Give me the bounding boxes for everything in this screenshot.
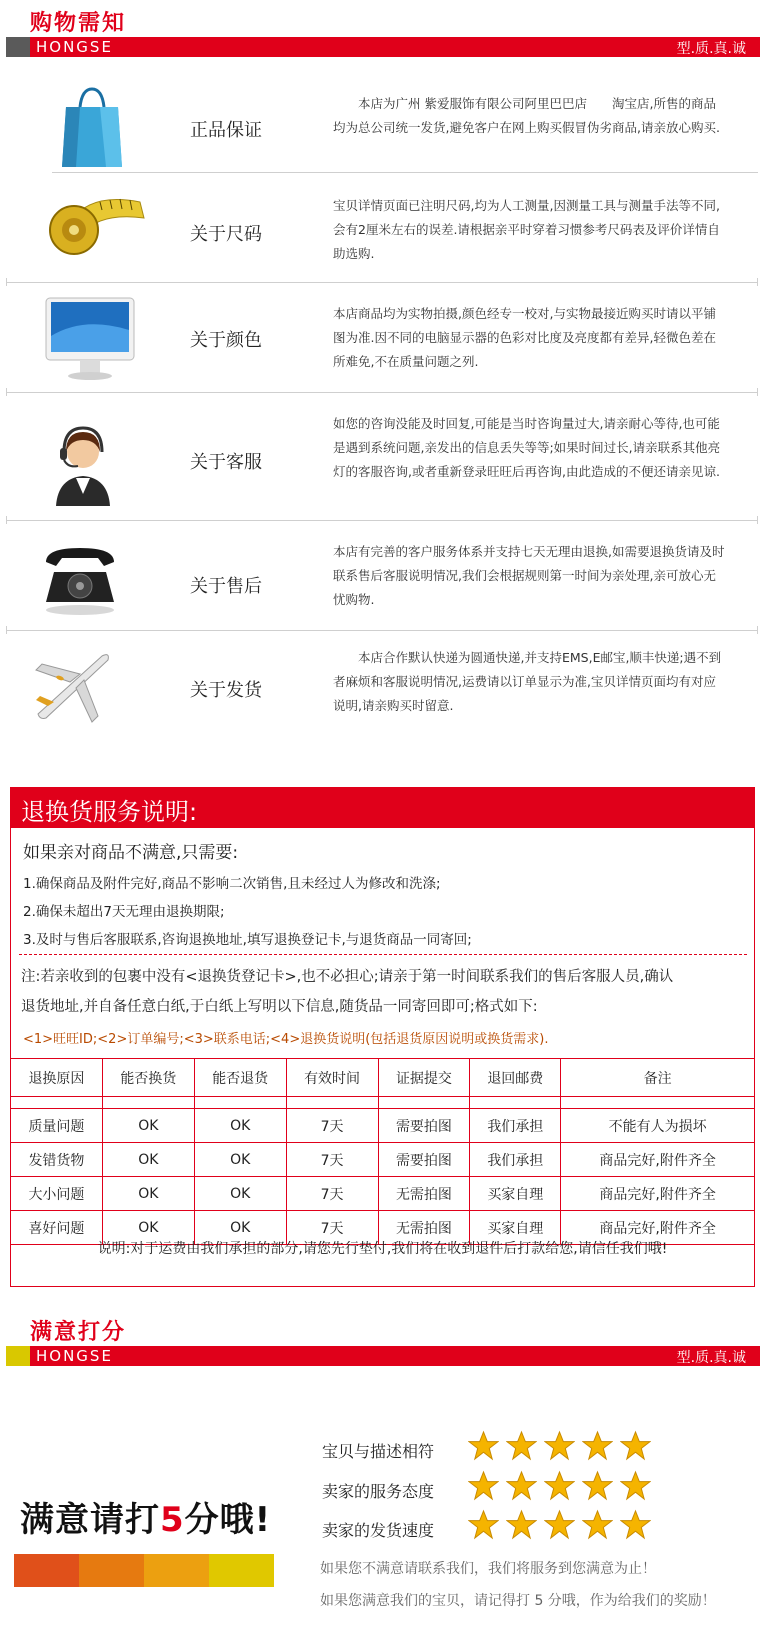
table-cell: OK xyxy=(194,1177,286,1211)
star-rating[interactable] xyxy=(468,1470,651,1501)
notice-item-title: 关于颜色 xyxy=(190,330,262,351)
color-strip xyxy=(209,1554,274,1587)
star-icon[interactable] xyxy=(506,1430,537,1461)
rating-big-title xyxy=(20,1492,271,1541)
table-cell: 发错货物 xyxy=(11,1143,103,1177)
table-cell: 需要拍图 xyxy=(378,1143,470,1177)
table-cell: OK xyxy=(194,1211,286,1245)
table-cell: 无需拍图 xyxy=(378,1177,470,1211)
table-cell: 需要拍图 xyxy=(378,1109,470,1143)
notice-title: 购物需知 xyxy=(30,11,127,36)
table-cell: 质量问题 xyxy=(11,1109,103,1143)
big-title-text: 分哦! xyxy=(184,1500,272,1540)
table-cell: 7天 xyxy=(286,1211,378,1245)
table-cell: 我们承担 xyxy=(470,1109,561,1143)
table-cell: 我们承担 xyxy=(470,1143,561,1177)
returns-intro: 如果亲对商品不满意,只需要: xyxy=(23,843,239,863)
star-icon[interactable] xyxy=(582,1470,613,1501)
airplane-icon xyxy=(30,648,114,724)
big-title-number: 5 xyxy=(160,1500,185,1540)
star-icon[interactable] xyxy=(582,1509,613,1540)
table-header-cell: 能否换货 xyxy=(102,1059,194,1097)
returns-table xyxy=(10,1058,755,1245)
star-icon[interactable] xyxy=(468,1470,499,1501)
notice-item-text: 本店有完善的客户服务体系并支持七天无理由退换,如需要退换货请及时联系售后客服说明情况,我们会根据规则第一时间为亲处理,亲可放心无忧购物. xyxy=(333,544,725,607)
star-icon[interactable] xyxy=(620,1430,651,1461)
returns-panel xyxy=(10,787,755,1287)
header-slogan: 型.质.真.诚 xyxy=(676,1350,746,1366)
star-icon[interactable] xyxy=(582,1430,613,1461)
notice-item-text: 宝贝详情页面已注明尺码,均为人工测量,因测量工具与测量手法等不同,会有2厘米左右的误差.请根据亲平时穿着习惯参考尺码表及评价详情自助选购. xyxy=(333,198,720,261)
table-cell: OK xyxy=(194,1143,286,1177)
table-cell: OK xyxy=(102,1177,194,1211)
rating-label: 卖家的发货速度 xyxy=(322,1521,435,1540)
star-icon[interactable] xyxy=(506,1509,537,1540)
divider xyxy=(6,392,758,393)
table-cell: 商品完好,附件齐全 xyxy=(561,1211,755,1245)
returns-note-line: 退货地址,并自备任意白纸,于白纸上写明以下信息,随货品一同寄回即可;格式如下: xyxy=(21,999,538,1015)
rating-title: 满意打分 xyxy=(30,1320,127,1345)
returns-note-line: 注:若亲收到的包裹中没有<退换货登记卡>,也不必担心;请亲于第一时间联系我们的售后客服人员,确认 xyxy=(21,969,674,985)
table-cell: OK xyxy=(194,1109,286,1143)
divider xyxy=(6,630,758,631)
dashed-divider xyxy=(19,954,747,955)
telephone-icon xyxy=(40,542,120,618)
table-cell: 商品完好,附件齐全 xyxy=(561,1143,755,1177)
star-icon[interactable] xyxy=(620,1470,651,1501)
rating-label: 宝贝与描述相符 xyxy=(322,1442,435,1461)
table-cell: 商品完好,附件齐全 xyxy=(561,1177,755,1211)
notice-item-title: 关于客服 xyxy=(190,452,262,473)
notice-item-text: 本店商品均为实物拍摄,颜色经专一校对,与实物最接近购买时请以平铺图为准.因不同的电脑显示器的色彩对比度及亮度都有差异,轻微色差在所难免,不在质量问题之列. xyxy=(333,306,716,369)
divider xyxy=(6,282,758,283)
star-rating[interactable] xyxy=(468,1509,651,1540)
table-row xyxy=(11,1177,755,1211)
notice-item-title: 关于售后 xyxy=(190,576,262,597)
star-icon[interactable] xyxy=(468,1509,499,1540)
table-cell: 无需拍图 xyxy=(378,1211,470,1245)
customer-service-icon xyxy=(52,422,114,506)
notice-item-text: 如您的咨询没能及时回复,可能是当时咨询量过大,请亲耐心等待,也可能是遇到系统问题,亲发出的信息丢失等等;如果时间过长,请亲联系其他亮灯的客服咨询,或者重新登录旺旺后再咨询,由此造成的不便还请亲见谅. xyxy=(333,416,721,479)
star-icon[interactable] xyxy=(544,1509,575,1540)
returns-title: 退换货服务说明: xyxy=(11,788,754,828)
divider xyxy=(52,172,758,173)
notice-item-text: 本店合作默认快递为圆通快递,并支持EMS,E邮宝,顺丰快递;遇不到者麻烦和客服说明情况,运费请以订单显示为准,宝贝详情页面均有对应说明,请亲购买时留意. xyxy=(333,650,722,713)
header-en: HONGSE xyxy=(36,1347,113,1365)
table-header-cell: 有效时间 xyxy=(286,1059,378,1097)
table-cell: 7天 xyxy=(286,1143,378,1177)
monitor-icon xyxy=(44,296,136,382)
notice-header-bar xyxy=(6,37,760,57)
table-header-cell: 退换原因 xyxy=(11,1059,103,1097)
star-icon[interactable] xyxy=(468,1430,499,1461)
color-strip xyxy=(144,1554,209,1587)
table-row xyxy=(11,1143,755,1177)
table-row xyxy=(11,1109,755,1143)
rating-footer-line: 如果您满意我们的宝贝，请记得打 5 分哦，作为给我们的奖励！ xyxy=(320,1593,716,1609)
table-header-row xyxy=(11,1059,755,1097)
table-cell: 7天 xyxy=(286,1109,378,1143)
big-title-text: 满意请打 xyxy=(20,1500,160,1540)
table-cell: OK xyxy=(102,1109,194,1143)
table-cell: OK xyxy=(102,1143,194,1177)
tape-measure-icon xyxy=(40,182,150,262)
table-cell: 大小问题 xyxy=(11,1177,103,1211)
rating-footer-line: 如果您不满意请联系我们，我们将服务到您满意为止！ xyxy=(320,1561,656,1577)
notice-item-title: 正品保证 xyxy=(190,120,262,141)
star-icon[interactable] xyxy=(506,1470,537,1501)
table-cell: 喜好问题 xyxy=(11,1211,103,1245)
notice-item-title: 关于尺码 xyxy=(190,224,262,245)
star-icon[interactable] xyxy=(620,1509,651,1540)
rating-label: 卖家的服务态度 xyxy=(322,1482,435,1501)
divider xyxy=(6,520,758,521)
table-cell: 7天 xyxy=(286,1177,378,1211)
header-bar-accent xyxy=(6,1346,30,1366)
returns-format: <1>旺旺ID;<2>订单编号;<3>联系电话;<4>退换货说明(包括退货原因说明或换货需求). xyxy=(23,1032,549,1047)
table-cell: 买家自理 xyxy=(470,1177,561,1211)
returns-footer: 说明:对于运费由我们承担的部分,请您先行垫付,我们将在收到退件后打款给您,请信任我们哦! xyxy=(97,1241,668,1257)
table-cell: 不能有人为损坏 xyxy=(561,1109,755,1143)
color-strip xyxy=(79,1554,144,1587)
notice-item-text: 本店为广州 紫爱服饰有限公司阿里巴巴店 淘宝店,所售的商品均为总公司统一发货,避免客户在网上购买假冒伪劣商品,请亲放心购买. xyxy=(333,96,720,135)
header-bar-accent xyxy=(6,37,30,57)
color-strip xyxy=(14,1554,79,1587)
returns-condition: 2.确保未超出7天无理由退换期限; xyxy=(23,904,225,920)
table-header-cell: 备注 xyxy=(561,1059,755,1097)
rating-header-bar xyxy=(6,1346,760,1366)
table-cell: 买家自理 xyxy=(470,1211,561,1245)
notice-item-title: 关于发货 xyxy=(190,680,262,701)
shopping-bag-icon xyxy=(60,85,124,169)
star-icon[interactable] xyxy=(544,1470,575,1501)
star-rating[interactable] xyxy=(468,1430,651,1461)
table-header-cell: 能否退货 xyxy=(194,1059,286,1097)
table-header-cell: 退回邮费 xyxy=(470,1059,561,1097)
table-cell: OK xyxy=(102,1211,194,1245)
table-header-cell: 证据提交 xyxy=(378,1059,470,1097)
returns-condition: 1.确保商品及附件完好,商品不影响二次销售,且未经过人为修改和洗涤; xyxy=(23,876,441,892)
star-icon[interactable] xyxy=(544,1430,575,1461)
header-en: HONGSE xyxy=(36,38,113,56)
returns-condition: 3.及时与售后客服联系,咨询退换地址,填写退换登记卡,与退货商品一同寄回; xyxy=(23,932,472,948)
header-slogan: 型.质.真.诚 xyxy=(676,41,746,57)
